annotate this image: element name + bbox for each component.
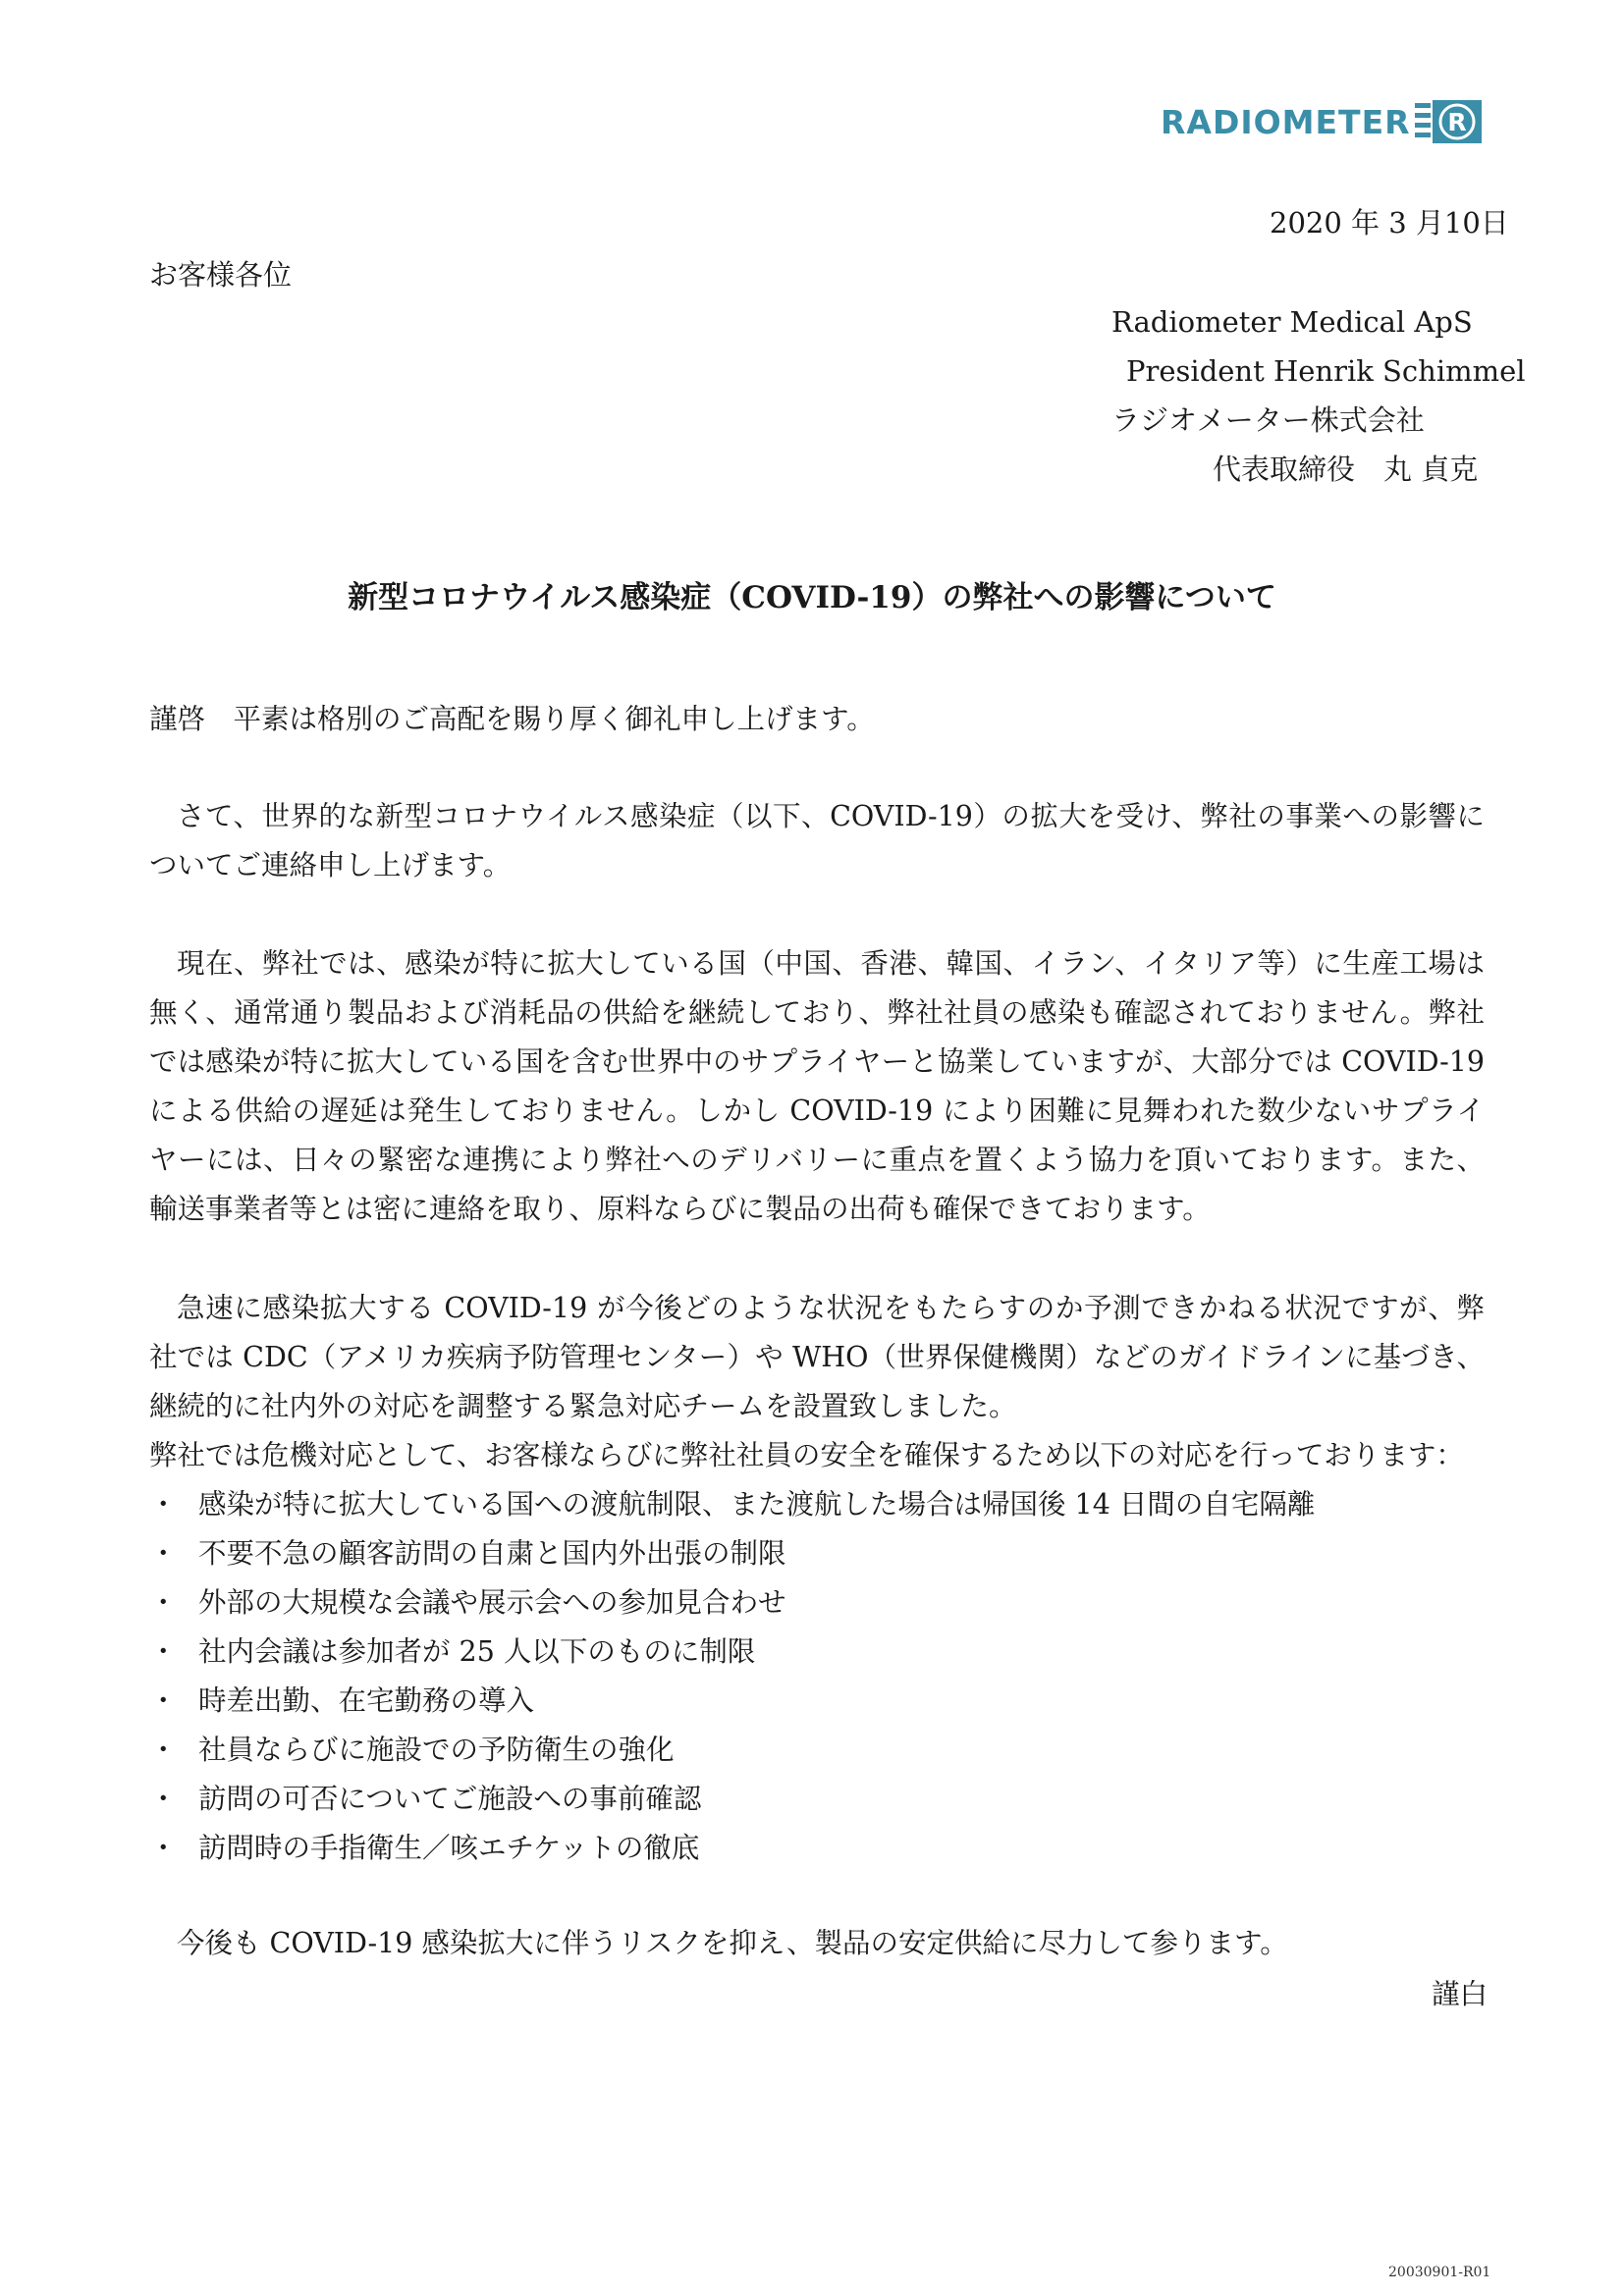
bullet-marker: ・ [149, 1635, 178, 1668]
document-code: 20030901-R01 [1388, 2265, 1491, 2280]
bullet-marker: ・ [149, 1586, 178, 1619]
list-item [149, 1628, 1315, 1677]
document-title: 新型コロナウイルス感染症（COVID-19）の弊社への影響について [348, 580, 1276, 615]
sender-company-jp: ラジオメーター株式会社 [1111, 403, 1425, 437]
paragraph-intro: さて、世界的な新型コロナウイルス感染症（以下、COVID-19）の拡大を受け、弊社の事業への影響についてご連絡申し上げます。 [149, 800, 1485, 881]
document-date: 2020 年 3 月10日 [1270, 206, 1509, 240]
list-item-text: 感染が特に拡大している国への渡航制限、また渡航した場合は帰国後 14 日間の自宅隔離 [198, 1488, 1316, 1521]
logo-mark-letter: R [1446, 108, 1467, 136]
bullet-marker: ・ [149, 1734, 178, 1766]
list-item-text: 外部の大規模な会議や展示会への参加見合わせ [198, 1586, 786, 1619]
list-item [149, 1726, 1315, 1775]
closing-salutation: 謹白 [1432, 1978, 1489, 2010]
list-item-text: 社員ならびに施設での予防衛生の強化 [198, 1734, 675, 1766]
list-item [149, 1529, 1315, 1578]
sender-president-en: President Henrik Schimmel [1126, 354, 1526, 388]
bullet-marker: ・ [149, 1537, 178, 1570]
closing-statement: 今後も COVID-19 感染拡大に伴うリスクを抑え、製品の安定供給に尽力して参ります。 [177, 1927, 1288, 1959]
list-item-text: 時差出勤、在宅勤務の導入 [198, 1684, 535, 1717]
bullet-marker: ・ [149, 1783, 178, 1815]
bullet-marker: ・ [149, 1832, 178, 1864]
measures-list [149, 1480, 1315, 1873]
list-item-text: 社内会議は参加者が 25 人以下のものに制限 [198, 1635, 756, 1668]
bullet-marker: ・ [149, 1684, 178, 1717]
list-item [149, 1824, 1315, 1873]
logo-text: RADIOMETER [1161, 102, 1411, 141]
radiometer-r-mark-icon [1415, 99, 1484, 144]
bullet-marker: ・ [149, 1488, 178, 1521]
paragraph-response-team: 急速に感染拡大する COVID-19 が今後どのような状況をもたらすのか予測できかねる状況ですが、弊社では CDC（アメリカ疾病予防管理センター）や WHO（世界保健機関）などのガイドラインに基づき、継続的に社内外の対応を調整する緊急対応チームを設置致しました。 [149, 1292, 1485, 1422]
list-item-text: 不要不急の顧客訪問の自粛と国内外出張の制限 [198, 1537, 786, 1570]
addressee: お客様各位 [149, 258, 293, 292]
sender-representative-jp: 代表取締役 丸 貞克 [1213, 453, 1479, 486]
list-item [149, 1480, 1315, 1529]
paragraph-measures-intro: 弊社では危機対応として、お客様ならびに弊社社員の安全を確保するため以下の対応を行っております： [149, 1439, 1464, 1471]
list-item-text: 訪問の可否についてご施設への事前確認 [198, 1783, 702, 1815]
sender-company-en: Radiometer Medical ApS [1111, 305, 1473, 339]
list-item [149, 1578, 1315, 1628]
list-item [149, 1677, 1315, 1726]
radiometer-logo [1161, 98, 1484, 145]
paragraph-supply-status: 現在、弊社では、感染が特に拡大している国（中国、香港、韓国、イラン、イタリア等）に生産工場は無く、通常通り製品および消耗品の供給を継続しており、弊社社員の感染も確認されておりません。弊社では感染が特に拡大している国を含む世界中のサプライヤーと協業していますが、大部分では COVID-19 による供給の遅延は発生しておりません。しかし COVID-19 により困難に見舞われた数少ないサプライヤーには、日々の緊密な連携により弊社へのデリバリーに重点を置くよう協力を頂いております。また、輸送事業者等とは密に連絡を取り、原料ならびに製品の出荷も確保できております。 [149, 947, 1485, 1225]
greeting: 謹啓 平素は格別のご高配を賜り厚く御礼申し上げます。 [149, 703, 875, 735]
list-item-text: 訪問時の手指衛生／咳エチケットの徹底 [198, 1832, 700, 1864]
list-item [149, 1775, 1315, 1824]
